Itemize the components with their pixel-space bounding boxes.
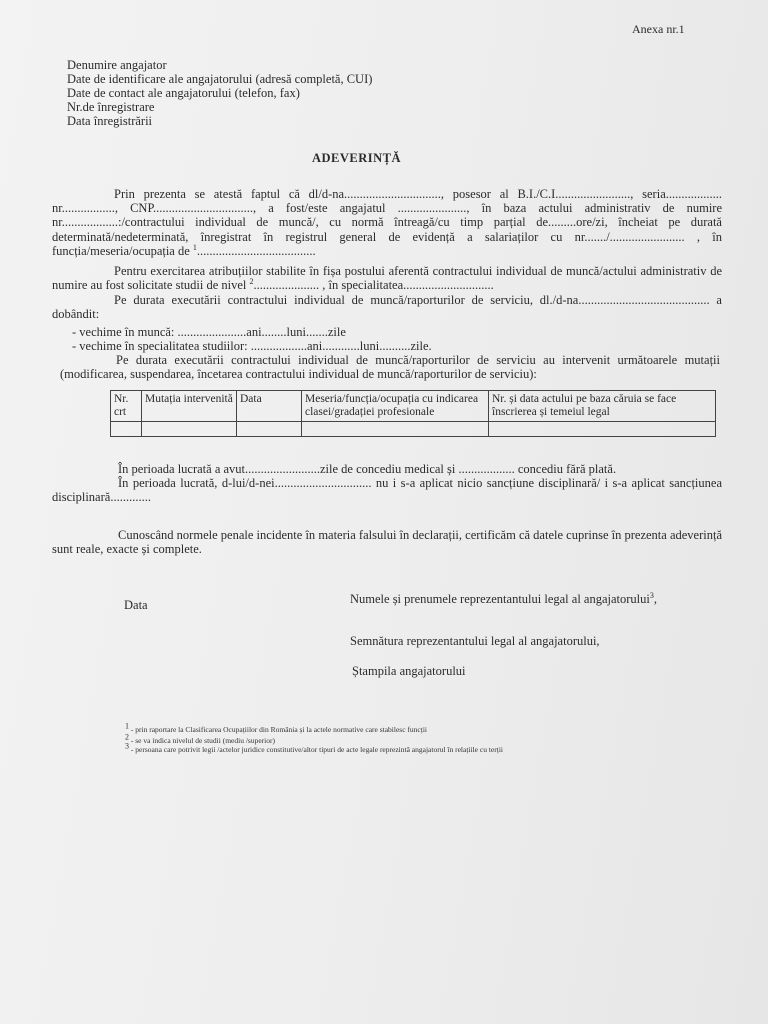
footnote-ref-2: 2 bbox=[249, 277, 254, 287]
leave-days-line: În perioada lucrată a avut........................zile de concediu medical și .................. concediu fără plată. bbox=[118, 462, 617, 476]
footnote-2-text: - se va indica nivelul de studii (mediu /superior) bbox=[130, 736, 276, 745]
registration-number-label: Nr.de înregistrare bbox=[67, 100, 155, 114]
date-label: Data bbox=[124, 598, 148, 612]
footnote-3-mark: 3 bbox=[125, 741, 129, 751]
footnote-2 bbox=[125, 732, 276, 745]
table-cell bbox=[111, 422, 142, 437]
table-row bbox=[111, 422, 716, 437]
table-header-row bbox=[111, 391, 716, 422]
table-cell bbox=[237, 422, 302, 437]
table-header-cell: Nr. crt bbox=[111, 391, 142, 422]
registration-date-label: Data înregistrării bbox=[67, 114, 153, 128]
annex-label: Anexa nr.1 bbox=[632, 22, 685, 36]
table-header-cell: Mutația intervenită bbox=[142, 391, 237, 422]
paragraph-studies-text: Pentru exercitarea atribuțiilor stabilite în fișa postului aferentă contractului individual de muncă/actului administrativ de numire au fost solicitate studii de nivel bbox=[52, 264, 722, 293]
stamp-label: Ștampila angajatorului bbox=[352, 664, 466, 678]
footnote-ref-1: 1 bbox=[192, 242, 197, 252]
paragraph-attestation-end: ...................................... bbox=[196, 243, 316, 258]
table-cell bbox=[142, 422, 237, 437]
footnote-ref-3: 3 bbox=[649, 590, 654, 600]
footnote-1-text: - prin raportare la Clasificarea Ocupațiilor din România și la actele normative care stabilesc funcții bbox=[130, 725, 428, 734]
footnote-1 bbox=[125, 721, 428, 734]
representative-name-label bbox=[350, 592, 657, 607]
table-header-cell: Nr. și data actului pe baza căruia se face înscrierea și temeiul legal bbox=[489, 391, 716, 422]
paragraph-attestation-text: Prin prezenta se atestă faptul că dl/d-na..............................., posesor al B.I./C.I........................, seria.................. nr................., CNP................................, a fost/este angajatul ......................, în baza actului administrativ de numire nr..................:/contractului individual de muncă/, cu normă întreagă/cu timp parțial de.........ore/zi, încheiat pe durată determinată/nedeterminată, înregistrat în registrul general de evidență a salariaților cu nr......./........................ , în funcția/meseria/ocupația de bbox=[52, 187, 722, 258]
table-header-cell: Meseria/funcția/ocupația cu indicarea clasei/gradației profesionale bbox=[302, 391, 489, 422]
paragraph-mutations: Pe durata executării contractului individual de muncă/raporturilor de serviciu au intervenit următoarele mutații (modificarea, suspendarea, încetarea contractului individual de muncă/raporturilor de serviciu): bbox=[60, 353, 720, 382]
employer-name-label: Denumire angajator bbox=[67, 58, 167, 72]
employer-id-label: Date de identificare ale angajatorului (adresă completă, CUI) bbox=[67, 72, 373, 86]
signature-label: Semnătura reprezentantului legal al angajatorului, bbox=[350, 634, 600, 648]
paragraph-studies-end: ..................... , în specialitatea............................. bbox=[253, 278, 494, 293]
footnote-3 bbox=[125, 741, 504, 754]
document-title: ADEVERINȚĂ bbox=[312, 151, 402, 165]
footnote-2-mark: 2 bbox=[125, 732, 129, 742]
representative-name-end: , bbox=[653, 592, 658, 606]
certification-paragraph: Cunoscând normele penale incidente în materia falsului în declarații, certificăm că datele cuprinse în prezenta adeverință sunt reale, exacte și complete. bbox=[52, 528, 722, 557]
paragraph-studies bbox=[52, 264, 722, 292]
table-cell bbox=[489, 422, 716, 437]
mutations-table bbox=[110, 390, 716, 437]
seniority-work: - vechime în muncă: ......................ani........luni.......zile bbox=[72, 325, 346, 339]
employer-contact-label: Date de contact ale angajatorului (telefon, fax) bbox=[67, 86, 300, 100]
paragraph-attestation bbox=[52, 187, 722, 258]
seniority-specialty: - vechime în specialitatea studiilor: ..................ani............luni..........zile. bbox=[72, 339, 432, 353]
footnote-1-mark: 1 bbox=[125, 721, 129, 731]
sanctions-paragraph: În perioada lucrată, d-lui/d-nei............................... nu i s-a aplicat nicio sancțiune disciplinară/ i s-a aplicat sancțiunea disciplinară............. bbox=[52, 476, 722, 505]
table-cell bbox=[302, 422, 489, 437]
paragraph-seniority: Pe durata executării contractului individual de muncă/raporturilor de serviciu, dl./d-na.......................................... a dobândit: bbox=[52, 293, 722, 322]
table-header-cell: Data bbox=[237, 391, 302, 422]
representative-name-text: Numele și prenumele reprezentantului legal al angajatorului bbox=[350, 592, 650, 606]
footnote-3-text: - persoana care potrivit legii /actelor juridice constitutive/altor tipuri de acte legale reprezintă angajatorul în relațiile cu terții bbox=[130, 745, 504, 754]
